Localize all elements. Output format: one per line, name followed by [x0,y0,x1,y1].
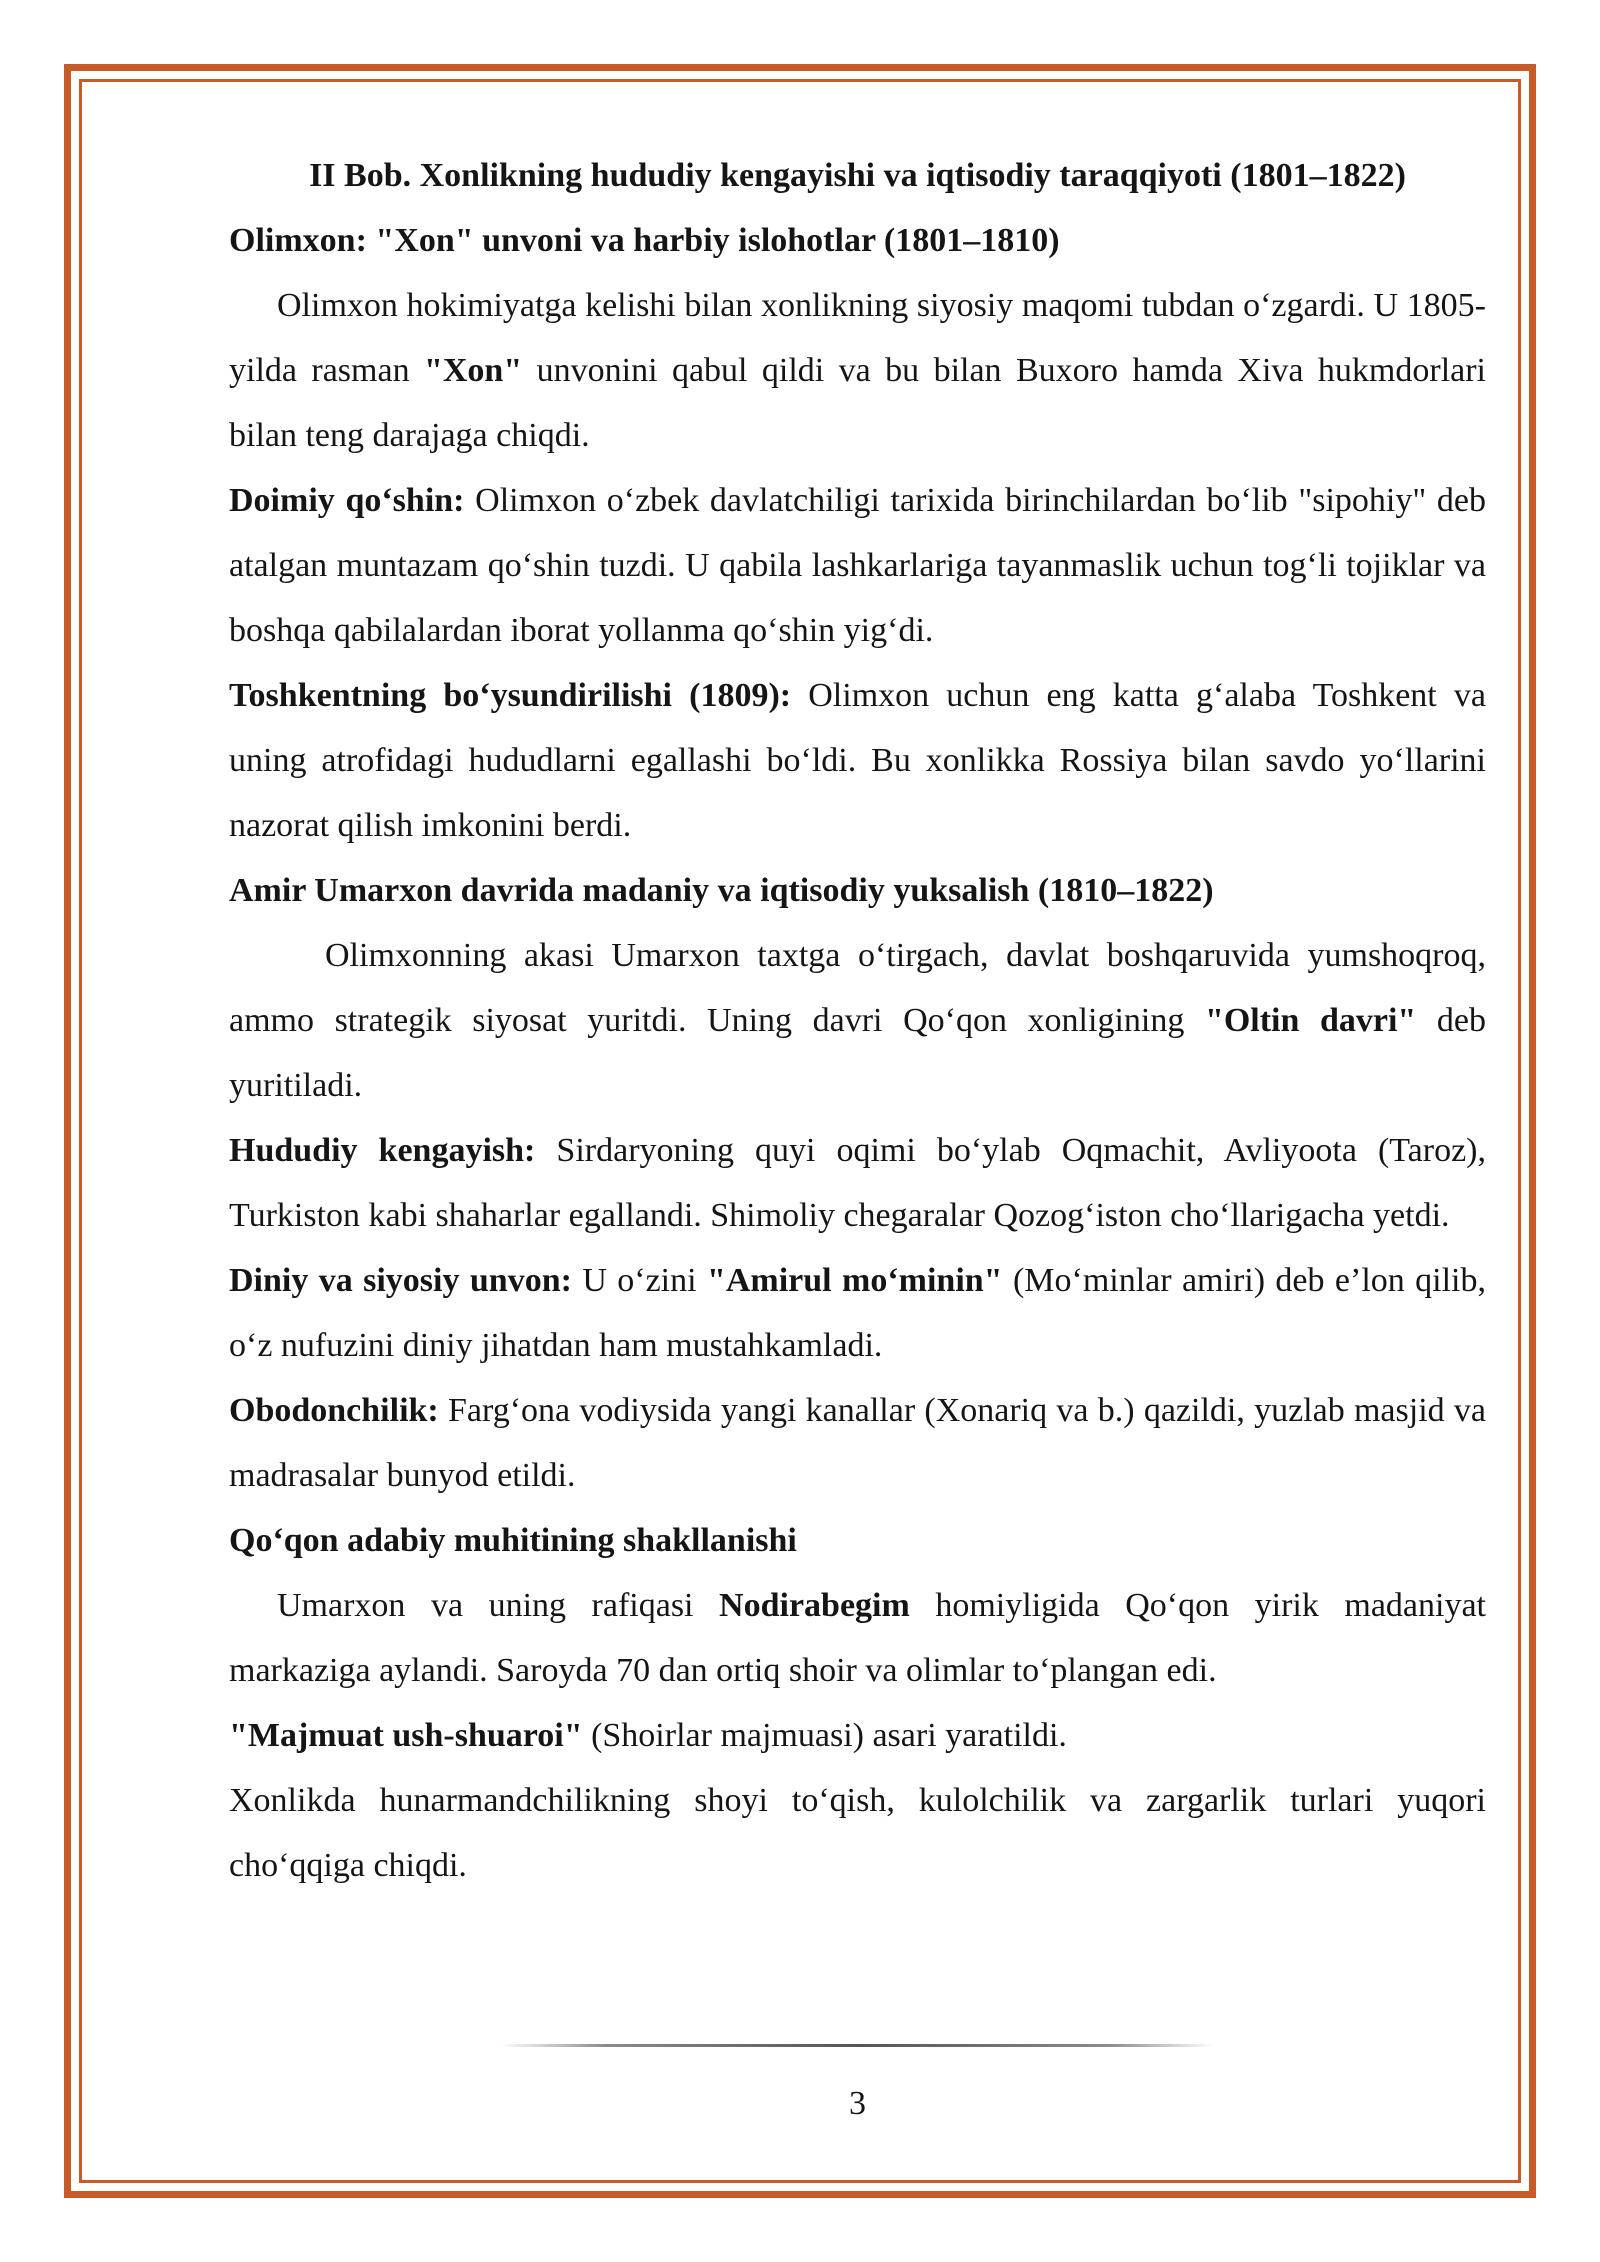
paragraph-text: Olimxonning akasi Umarxon taxtga o‘tirgach, davlat boshqaruvida yumshoqroq, ammo strategik siyosat yuritdi. Uning davri Qo‘qon xonligining [229,937,1486,1039]
section-heading-adabiy-muhit: Qo‘qon adabiy muhitining shakllanishi [229,1522,797,1559]
section-intro-paragraph [229,273,1486,468]
section-intro-paragraph [229,923,1486,1118]
section-heading-olimxon: Olimxon: "Xon" unvoni va harbiy islohotlar (1801–1810) [229,222,1060,259]
point-paragraph-doimiy-qoshin [229,468,1486,663]
bold-term: Nodirabegim [719,1587,910,1624]
section-heading-umarxon: Amir Umarxon davrida madaniy va iqtisodiy yuksalish (1810–1822) [229,872,1214,909]
point-text: Farg‘ona vodiysida yangi kanallar (Xonariq va b.) qazildi, yuzlab masjid va madrasalar bunyod etildi. [229,1392,1486,1494]
bold-term: "Amirul mo‘minin" [706,1262,1003,1299]
point-term: "Majmuat ush-shuaroi" [229,1717,583,1754]
point-term: Toshkentning bo‘ysundirilishi (1809): [229,677,792,714]
point-term: Hududiy kengayish: [229,1132,536,1169]
footer-divider [500,2044,1215,2047]
point-text: Olimxon uchun eng katta g‘alaba Toshkent va uning atrofidagi hududlarni egallashi bo‘ldi. Bu xonlikka Rossiya bilan savdo yo‘llarini nazorat qilish imkonini berdi. [229,677,1486,844]
bold-term: "Oltin davri" [1204,1002,1417,1039]
point-paragraph-obodonchilik [229,1378,1486,1508]
point-paragraph-toshkent [229,663,1486,858]
chapter-title: II Bob. Xonlikning hududiy kengayishi va iqtisodiy taraqqiyoti (1801–1822) [309,157,1406,194]
point-term: Obodonchilik: [229,1392,439,1429]
paragraph-text: deb yuritiladi. [229,1002,1486,1104]
point-text: Olimxon o‘zbek davlatchiligi tarixida birinchilardan bo‘lib "sipohiy" deb atalgan muntazam qo‘shin tuzdi. U qabila lashkarlariga tayanmaslik uchun tog‘li tojiklar va boshqa qabilalardan iborat yollanma qo‘shin yig‘di. [229,482,1486,649]
page-content [229,143,1486,1898]
point-text: U o‘zini [571,1262,707,1299]
point-term: Diniy va siyosiy unvon: [229,1262,572,1299]
point-text: (Mo‘minlar amiri) deb e’lon qilib, o‘z nufuzini diniy jihatdan ham mustahkamladi. [229,1262,1487,1364]
paragraph-text: Olimxon hokimiyatga kelishi bilan xonlikning siyosiy maqomi tubdan o‘zgardi. U 1805-yilda rasman [229,287,1486,389]
paragraph-text: Umarxon va uning rafiqasi [277,1587,720,1624]
point-text: Sirdaryoning quyi oqimi bo‘ylab Oqmachit, Avliyoota (Taroz), Turkiston kabi shaharlar egallandi. Shimoliy chegaralar Qozog‘iston cho‘llarigacha yetdi. [229,1132,1486,1234]
page-number: 3 [849,2085,866,2122]
point-paragraph-hududiy-kengayish [229,1118,1486,1248]
bold-term: "Xon" [424,352,523,389]
point-paragraph-majmuat [229,1703,1486,1768]
point-paragraph-diniy-unvon [229,1248,1486,1378]
point-text: (Shoirlar majmuasi) asari yaratildi. [582,1717,1067,1754]
paragraph-text: unvonini qabul qildi va bu bilan Buxoro hamda Xiva hukmdorlari bilan teng darajaga chiqdi. [229,352,1486,454]
section-intro-paragraph [229,1573,1486,1703]
paragraph-text: homiyligida Qo‘qon yirik madaniyat markaziga aylandi. Saroyda 70 dan ortiq shoir va olimlar to‘plangan edi. [229,1587,1486,1689]
point-term: Doimiy qo‘shin: [229,482,465,519]
point-paragraph-hunarmandchilik [229,1768,1486,1898]
point-text: Xonlikda hunarmandchilikning shoyi to‘qish, kulolchilik va zargarlik turlari yuqori cho‘qqiga chiqdi. [229,1782,1486,1884]
